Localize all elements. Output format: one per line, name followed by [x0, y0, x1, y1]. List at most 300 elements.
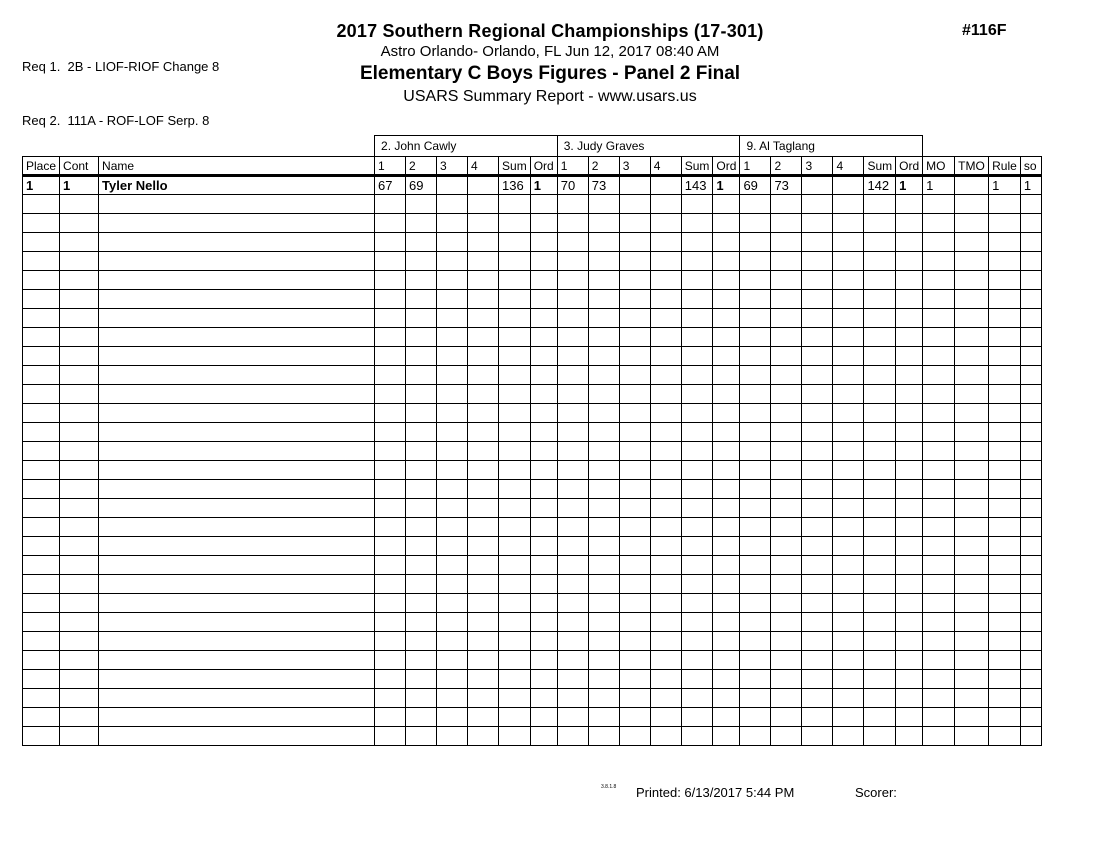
- empty-cell: [588, 518, 619, 537]
- report-header: [0, 20, 1100, 108]
- empty-cell: [375, 689, 406, 708]
- score-cell: [833, 176, 864, 195]
- empty-cell: [499, 708, 531, 727]
- empty-cell: [681, 727, 713, 746]
- empty-cell: [23, 594, 60, 613]
- empty-cell: [955, 328, 989, 347]
- empty-cell: [588, 499, 619, 518]
- empty-cell: [406, 290, 437, 309]
- empty-cell: [802, 404, 833, 423]
- empty-cell: [468, 613, 499, 632]
- empty-cell: [740, 442, 771, 461]
- empty-cell: [619, 708, 650, 727]
- empty-cell: [681, 309, 713, 328]
- empty-cell: [681, 575, 713, 594]
- empty-cell: [989, 290, 1021, 309]
- place-cell: 1: [23, 176, 60, 195]
- empty-cell: [499, 328, 531, 347]
- empty-cell: [437, 461, 468, 480]
- empty-cell: [864, 309, 896, 328]
- empty-cell: [1020, 575, 1041, 594]
- empty-cell: [468, 423, 499, 442]
- empty-cell: [713, 404, 740, 423]
- empty-cell: [802, 328, 833, 347]
- empty-cell: [864, 195, 896, 214]
- table-row-empty: [23, 575, 1042, 594]
- empty-cell: [771, 556, 802, 575]
- empty-cell: [923, 594, 955, 613]
- empty-cell: [989, 670, 1021, 689]
- empty-cell: [468, 214, 499, 233]
- empty-cell: [923, 328, 955, 347]
- table-row-empty: [23, 271, 1042, 290]
- empty-cell: [771, 328, 802, 347]
- col-header-trial-3: 3: [437, 157, 468, 176]
- requirement-line-1: Req 1. 2B - LIOF-RIOF Change 8: [22, 59, 220, 74]
- empty-cell: [864, 689, 896, 708]
- empty-cell: [833, 385, 864, 404]
- empty-cell: [1020, 594, 1041, 613]
- empty-cell: [650, 727, 681, 746]
- empty-cell: [375, 366, 406, 385]
- empty-cell: [437, 689, 468, 708]
- empty-cell: [557, 366, 588, 385]
- empty-cell: [619, 385, 650, 404]
- table-row-empty: [23, 423, 1042, 442]
- empty-cell: [60, 442, 99, 461]
- empty-cell: [1020, 271, 1041, 290]
- empty-cell: [896, 461, 923, 480]
- col-header-so: so: [1020, 157, 1041, 176]
- col-header-mo: MO: [923, 157, 955, 176]
- empty-cell: [955, 461, 989, 480]
- empty-cell: [557, 309, 588, 328]
- empty-cell: [530, 442, 557, 461]
- empty-cell: [60, 214, 99, 233]
- empty-cell: [802, 442, 833, 461]
- table-row-empty: [23, 499, 1042, 518]
- table-row-empty: [23, 252, 1042, 271]
- empty-cell: [864, 233, 896, 252]
- empty-cell: [681, 613, 713, 632]
- empty-cell: [923, 195, 955, 214]
- empty-cell: [619, 252, 650, 271]
- empty-cell: [833, 708, 864, 727]
- empty-cell: [530, 518, 557, 537]
- empty-cell: [864, 651, 896, 670]
- empty-cell: [619, 537, 650, 556]
- empty-cell: [896, 347, 923, 366]
- empty-cell: [896, 385, 923, 404]
- table-row-empty: [23, 233, 1042, 252]
- empty-cell: [923, 651, 955, 670]
- col-header-trial-4: 4: [650, 157, 681, 176]
- col-header-place: Place: [23, 157, 60, 176]
- empty-cell: [530, 328, 557, 347]
- col-header-sum: Sum: [681, 157, 713, 176]
- empty-cell: [740, 347, 771, 366]
- empty-cell: [833, 252, 864, 271]
- empty-cell: [955, 214, 989, 233]
- col-header-trial-3: 3: [802, 157, 833, 176]
- empty-cell: [588, 423, 619, 442]
- empty-cell: [99, 632, 375, 651]
- col-header-trial-4: 4: [833, 157, 864, 176]
- empty-cell: [499, 518, 531, 537]
- empty-cell: [955, 404, 989, 423]
- empty-cell: [713, 442, 740, 461]
- empty-cell: [468, 518, 499, 537]
- empty-cell: [771, 518, 802, 537]
- empty-cell: [740, 271, 771, 290]
- empty-cell: [1020, 499, 1041, 518]
- judge-row-spacer-left: [23, 136, 375, 157]
- empty-cell: [650, 442, 681, 461]
- empty-cell: [864, 423, 896, 442]
- empty-cell: [530, 404, 557, 423]
- empty-cell: [896, 499, 923, 518]
- empty-cell: [713, 290, 740, 309]
- empty-cell: [99, 271, 375, 290]
- empty-cell: [681, 271, 713, 290]
- empty-cell: [99, 309, 375, 328]
- empty-cell: [557, 689, 588, 708]
- col-header-sum: Sum: [864, 157, 896, 176]
- table-row-empty: [23, 328, 1042, 347]
- empty-cell: [681, 461, 713, 480]
- empty-cell: [23, 651, 60, 670]
- empty-cell: [923, 727, 955, 746]
- score-cell: [650, 176, 681, 195]
- empty-cell: [802, 594, 833, 613]
- empty-cell: [588, 575, 619, 594]
- col-header-trial-1: 1: [557, 157, 588, 176]
- table-row-empty: [23, 613, 1042, 632]
- judge-name-1: 2. John Cawly: [375, 136, 558, 157]
- empty-cell: [740, 518, 771, 537]
- table-row-empty: [23, 537, 1042, 556]
- empty-cell: [713, 575, 740, 594]
- empty-cell: [802, 727, 833, 746]
- empty-cell: [740, 632, 771, 651]
- empty-cell: [802, 385, 833, 404]
- empty-cell: [375, 385, 406, 404]
- empty-cell: [375, 461, 406, 480]
- empty-cell: [1020, 537, 1041, 556]
- empty-cell: [864, 385, 896, 404]
- empty-cell: [619, 309, 650, 328]
- empty-cell: [955, 385, 989, 404]
- empty-cell: [406, 575, 437, 594]
- empty-cell: [619, 461, 650, 480]
- empty-cell: [375, 404, 406, 423]
- empty-cell: [896, 214, 923, 233]
- empty-cell: [1020, 632, 1041, 651]
- empty-cell: [923, 670, 955, 689]
- empty-cell: [955, 518, 989, 537]
- empty-cell: [955, 480, 989, 499]
- table-row-empty: [23, 689, 1042, 708]
- empty-cell: [406, 480, 437, 499]
- empty-cell: [619, 518, 650, 537]
- score-cell: 67: [375, 176, 406, 195]
- empty-cell: [713, 708, 740, 727]
- empty-cell: [588, 708, 619, 727]
- empty-cell: [896, 309, 923, 328]
- table-row-empty: [23, 651, 1042, 670]
- empty-cell: [802, 423, 833, 442]
- empty-cell: [468, 328, 499, 347]
- empty-cell: [989, 727, 1021, 746]
- empty-cell: [99, 347, 375, 366]
- empty-cell: [588, 442, 619, 461]
- empty-cell: [530, 309, 557, 328]
- empty-cell: [740, 404, 771, 423]
- requirement-line-2: Req 2. 111A - ROF-LOF Serp. 8: [22, 113, 210, 128]
- col-header-trial-2: 2: [406, 157, 437, 176]
- empty-cell: [771, 651, 802, 670]
- empty-cell: [989, 442, 1021, 461]
- empty-cell: [864, 347, 896, 366]
- empty-cell: [923, 632, 955, 651]
- mo-cell: 1: [923, 176, 955, 195]
- table-row-empty: [23, 518, 1042, 537]
- empty-cell: [1020, 727, 1041, 746]
- empty-cell: [802, 556, 833, 575]
- empty-cell: [499, 233, 531, 252]
- empty-cell: [499, 670, 531, 689]
- empty-cell: [681, 252, 713, 271]
- empty-cell: [864, 708, 896, 727]
- empty-cell: [60, 537, 99, 556]
- empty-cell: [896, 689, 923, 708]
- empty-cell: [557, 499, 588, 518]
- ord-cell: 1: [713, 176, 740, 195]
- empty-cell: [99, 233, 375, 252]
- empty-cell: [588, 366, 619, 385]
- empty-cell: [619, 632, 650, 651]
- empty-cell: [864, 632, 896, 651]
- empty-cell: [437, 347, 468, 366]
- empty-cell: [923, 499, 955, 518]
- empty-cell: [650, 537, 681, 556]
- empty-cell: [619, 233, 650, 252]
- empty-cell: [99, 404, 375, 423]
- empty-cell: [896, 575, 923, 594]
- empty-cell: [23, 404, 60, 423]
- empty-cell: [955, 290, 989, 309]
- empty-cell: [437, 252, 468, 271]
- score-cell: [619, 176, 650, 195]
- empty-cell: [1020, 290, 1041, 309]
- empty-cell: [713, 689, 740, 708]
- empty-cell: [468, 461, 499, 480]
- empty-cell: [955, 537, 989, 556]
- empty-cell: [619, 328, 650, 347]
- location-date-line: Astro Orlando- Orlando, FL Jun 12, 2017 08:40 AM: [380, 43, 720, 60]
- empty-cell: [650, 632, 681, 651]
- empty-cell: [650, 423, 681, 442]
- empty-cell: [375, 423, 406, 442]
- empty-cell: [833, 404, 864, 423]
- empty-cell: [713, 556, 740, 575]
- empty-cell: [499, 556, 531, 575]
- empty-cell: [650, 594, 681, 613]
- empty-cell: [530, 670, 557, 689]
- empty-cell: [989, 385, 1021, 404]
- empty-cell: [499, 651, 531, 670]
- col-header-trial-2: 2: [771, 157, 802, 176]
- empty-cell: [650, 461, 681, 480]
- empty-cell: [406, 727, 437, 746]
- empty-cell: [681, 518, 713, 537]
- empty-cell: [740, 290, 771, 309]
- empty-cell: [619, 556, 650, 575]
- empty-cell: [713, 195, 740, 214]
- empty-cell: [923, 708, 955, 727]
- empty-cell: [740, 499, 771, 518]
- empty-cell: [530, 727, 557, 746]
- empty-cell: [468, 385, 499, 404]
- empty-cell: [713, 518, 740, 537]
- empty-cell: [499, 195, 531, 214]
- empty-cell: [740, 613, 771, 632]
- table-row-empty: [23, 366, 1042, 385]
- empty-cell: [713, 499, 740, 518]
- empty-cell: [557, 461, 588, 480]
- empty-cell: [923, 252, 955, 271]
- empty-cell: [771, 442, 802, 461]
- empty-cell: [833, 271, 864, 290]
- empty-cell: [681, 347, 713, 366]
- empty-cell: [713, 461, 740, 480]
- empty-cell: [619, 366, 650, 385]
- table-row-empty: [23, 670, 1042, 689]
- empty-cell: [375, 518, 406, 537]
- empty-cell: [588, 404, 619, 423]
- empty-cell: [955, 271, 989, 290]
- empty-cell: [650, 309, 681, 328]
- empty-cell: [468, 442, 499, 461]
- empty-cell: [1020, 670, 1041, 689]
- empty-cell: [468, 347, 499, 366]
- empty-cell: [802, 651, 833, 670]
- empty-cell: [923, 518, 955, 537]
- empty-cell: [713, 613, 740, 632]
- col-header-tmo: TMO: [955, 157, 989, 176]
- empty-cell: [619, 594, 650, 613]
- rule-cell: 1: [989, 176, 1021, 195]
- printed-timestamp: Printed: 6/13/2017 5:44 PM: [636, 785, 795, 800]
- empty-cell: [771, 499, 802, 518]
- empty-cell: [619, 195, 650, 214]
- empty-cell: [499, 461, 531, 480]
- empty-cell: [989, 271, 1021, 290]
- empty-cell: [896, 518, 923, 537]
- empty-cell: [740, 385, 771, 404]
- empty-cell: [60, 480, 99, 499]
- empty-cell: [650, 499, 681, 518]
- empty-cell: [406, 252, 437, 271]
- empty-cell: [99, 613, 375, 632]
- empty-cell: [989, 480, 1021, 499]
- empty-cell: [375, 252, 406, 271]
- empty-cell: [740, 461, 771, 480]
- empty-cell: [650, 518, 681, 537]
- empty-cell: [1020, 423, 1041, 442]
- empty-cell: [802, 195, 833, 214]
- empty-cell: [955, 594, 989, 613]
- empty-cell: [530, 499, 557, 518]
- empty-cell: [23, 195, 60, 214]
- empty-cell: [557, 613, 588, 632]
- judge-name-2: 3. Judy Graves: [557, 136, 740, 157]
- empty-cell: [650, 404, 681, 423]
- empty-cell: [989, 575, 1021, 594]
- empty-cell: [23, 613, 60, 632]
- empty-cell: [530, 385, 557, 404]
- empty-cell: [864, 404, 896, 423]
- empty-cell: [802, 214, 833, 233]
- empty-cell: [23, 575, 60, 594]
- empty-cell: [864, 670, 896, 689]
- empty-cell: [713, 632, 740, 651]
- empty-cell: [650, 480, 681, 499]
- empty-cell: [60, 347, 99, 366]
- empty-cell: [588, 632, 619, 651]
- empty-cell: [681, 328, 713, 347]
- empty-cell: [1020, 233, 1041, 252]
- empty-cell: [740, 309, 771, 328]
- col-header-trial-2: 2: [588, 157, 619, 176]
- empty-cell: [681, 670, 713, 689]
- results-table-wrap: [22, 135, 1042, 746]
- empty-cell: [896, 727, 923, 746]
- empty-cell: [771, 233, 802, 252]
- empty-cell: [1020, 461, 1041, 480]
- empty-cell: [530, 594, 557, 613]
- empty-cell: [771, 461, 802, 480]
- empty-cell: [802, 689, 833, 708]
- empty-cell: [771, 347, 802, 366]
- empty-cell: [864, 537, 896, 556]
- empty-cell: [530, 480, 557, 499]
- empty-cell: [23, 290, 60, 309]
- empty-cell: [740, 214, 771, 233]
- empty-cell: [923, 347, 955, 366]
- cont-cell: 1: [60, 176, 99, 195]
- empty-cell: [406, 651, 437, 670]
- empty-cell: [771, 480, 802, 499]
- empty-cell: [499, 575, 531, 594]
- empty-cell: [619, 404, 650, 423]
- empty-cell: [437, 499, 468, 518]
- empty-cell: [60, 727, 99, 746]
- empty-cell: [681, 214, 713, 233]
- empty-cell: [1020, 442, 1041, 461]
- empty-cell: [923, 385, 955, 404]
- empty-cell: [771, 727, 802, 746]
- empty-cell: [833, 309, 864, 328]
- empty-cell: [833, 328, 864, 347]
- empty-cell: [989, 461, 1021, 480]
- empty-cell: [375, 290, 406, 309]
- empty-cell: [557, 632, 588, 651]
- empty-cell: [619, 689, 650, 708]
- empty-cell: [375, 195, 406, 214]
- col-header-ord: Ord: [713, 157, 740, 176]
- empty-cell: [557, 195, 588, 214]
